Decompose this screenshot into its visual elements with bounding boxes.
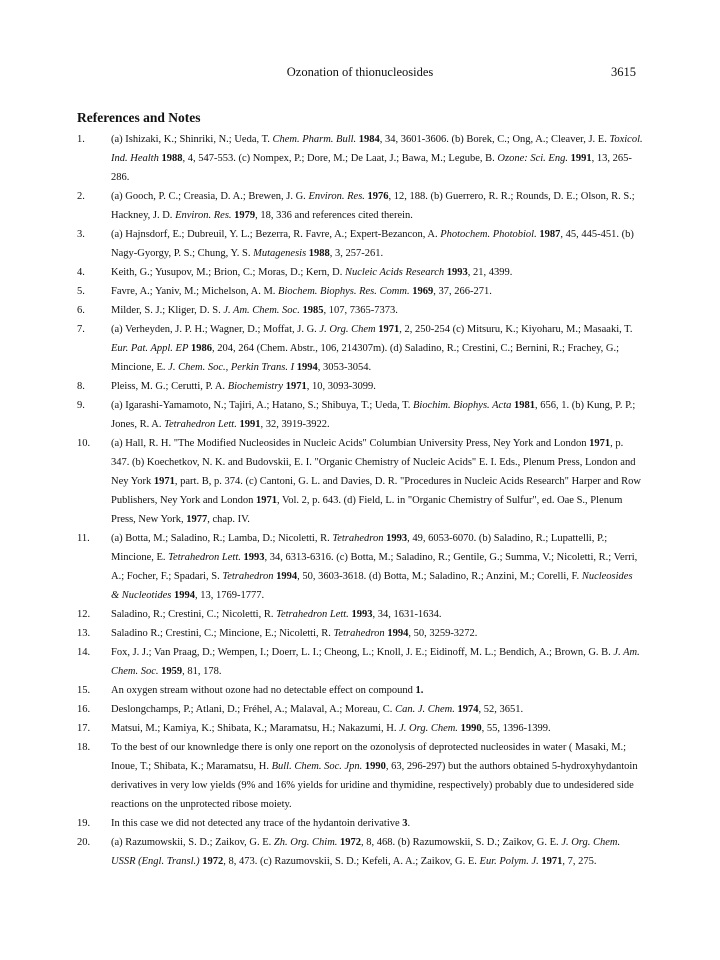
reference-number: 6. <box>77 305 85 316</box>
reference-item <box>77 681 643 700</box>
reference-item <box>77 263 643 282</box>
reference-item <box>77 130 643 187</box>
reference-number: 11. <box>77 533 90 544</box>
reference-number: 12. <box>77 609 91 620</box>
reference-text: Saladino R.; Crestini, C.; Mincione, E.; Nicoletti, R. Tetrahedron 1994, 50, 3259-3272. <box>111 628 478 639</box>
reference-item <box>77 301 643 320</box>
reference-item <box>77 719 643 738</box>
reference-text: Matsui, M.; Kamiya, K.; Shibata, K.; Maramatsu, H.; Nakazumi, H. J. Org. Chem. 1990, 55, 1396-1399. <box>111 723 551 734</box>
reference-item <box>77 434 643 529</box>
reference-number: 1. <box>77 134 85 145</box>
reference-text: (a) Ishizaki, K.; Shinriki, N.; Ueda, T. Chem. Pharm. Bull. 1984, 34, 3601-3606. (b) Borek, C.; Ong, A.; Cleaver, J. E. Toxicol. Ind. Health 1988, 4, 547-553. (c) Nompex, P.; Dore, M.; De Laat, J.; Bawa, M.; Legube, B. Ozone: Sci. Eng. 1991, 13, 265-286. <box>111 134 643 183</box>
reference-item <box>77 643 643 681</box>
reference-number: 20. <box>77 837 91 848</box>
reference-text: (a) Botta, M.; Saladino, R.; Lamba, D.; Nicoletti, R. Tetrahedron 1993, 49, 6053-6070. (b) Saladino, R.; Lupattelli, P.; Mincione, E. Tetrahedron Lett. 1993, 34, 6313-6316. (c) Botta, M.; Saladino, R.; Gentile, G.; Summa, V.; Nicoletti, R.; Verri, A.; Focher, F.; Spadari, S. Tetrahedron 1994, 50, 3603-3618. (d) Botta, M.; Saladino, R.; Anzini, M.; Corelli, F. Nucleosides & Nucleotides 1994, 13, 1769-1777. <box>111 533 638 601</box>
reference-number: 15. <box>77 685 91 696</box>
reference-item <box>77 738 643 814</box>
reference-item <box>77 833 643 871</box>
reference-number: 10. <box>77 438 91 449</box>
reference-number: 5. <box>77 286 85 297</box>
reference-list <box>77 130 643 871</box>
reference-item <box>77 605 643 624</box>
reference-text: To the best of our knownledge there is only one report on the ozonolysis of deprotected nucleosides in water ( Masaki, M.; Inoue, T.; Shibata, K.; Maramatsu, H. Bull. Chem. Soc. Jpn. 1990, 63, 296-297) but the authors obtained 5-hydroxyhydantoin derivatives in very low yields (9% and 16% yields for uridine and thymidine, respectively) probably due to undesidered side reactions on the unprotected ribose moiety. <box>111 742 638 810</box>
reference-text: (a) Razumowskii, S. D.; Zaikov, G. E. Zh. Org. Chim. 1972, 8, 468. (b) Razumowskii, S. D.; Zaikov, G. E. J. Org. Chem. USSR (Engl. Transl.) 1972, 8, 473. (c) Razumovskii, S. D.; Kefeli, A. A.; Zaikov, G. E. Eur. Polym. J. 1971, 7, 275. <box>111 837 621 867</box>
reference-item <box>77 529 643 605</box>
reference-item <box>77 187 643 225</box>
reference-number: 4. <box>77 267 85 278</box>
reference-item <box>77 282 643 301</box>
reference-text: (a) Verheyden, J. P. H.; Wagner, D.; Moffat, J. G. J. Org. Chem 1971, 2, 250-254 (c) Mitsuru, K.; Kiyoharu, M.; Masaaki, T. Eur. Pat. Appl. EP 1986, 204, 264 (Chem. Abstr., 106, 214307m). (d) Saladino, R.; Crestini, C.; Bernini, R.; Frachey, G.; Mincione, E. J. Chem. Soc., Perkin Trans. I 1994, 3053-3054. <box>111 324 633 373</box>
reference-text: Fox, J. J.; Van Praag, D.; Wempen, I.; Doerr, L. I.; Cheong, L.; Knoll, J. E.; Eidinoff, M. L.; Bendich, A.; Brown, G. B. J. Am. Chem. Soc. 1959, 81, 178. <box>111 647 640 677</box>
reference-item <box>77 396 643 434</box>
reference-number: 9. <box>77 400 85 411</box>
reference-number: 19. <box>77 818 91 829</box>
reference-text: Pleiss, M. G.; Cerutti, P. A. Biochemistry 1971, 10, 3093-3099. <box>111 381 376 392</box>
reference-text: (a) Gooch, P. C.; Creasia, D. A.; Brewen, J. G. Environ. Res. 1976, 12, 188. (b) Guerrero, R. R.; Rounds, D. E.; Olson, R. S.; Hackney, J. D. Environ. Res. 1979, 18, 336 and references cited therein. <box>111 191 635 221</box>
reference-text: Favre, A.; Yaniv, M.; Michelson, A. M. Biochem. Biophys. Res. Comm. 1969, 37, 266-271. <box>111 286 492 297</box>
reference-number: 14. <box>77 647 91 658</box>
running-header-title: Ozonation of thionucleosides <box>286 65 434 79</box>
reference-number: 18. <box>77 742 91 753</box>
reference-text: Saladino, R.; Crestini, C.; Nicoletti, R. Tetrahedron Lett. 1993, 34, 1631-1634. <box>111 609 442 620</box>
reference-item <box>77 377 643 396</box>
reference-number: 16. <box>77 704 91 715</box>
reference-number: 8. <box>77 381 85 392</box>
section-heading: References and Notes <box>77 110 201 125</box>
reference-text: In this case we did not detected any trace of the hydantoin derivative 3. <box>111 818 411 829</box>
reference-text: (a) Hall, R. H. "The Modified Nucleosides in Nucleic Acids" Columbian University Press, Ney York and London 1971, p. 347. (b) Koechetkov, N. K. and Budovskii, E. I. "Organic Chemistry of Nucleic Acids" E. I. Eds., Plenum Press, London and Ney York 1971, part. B, p. 374. (c) Cantoni, G. L. and Davies, D. R. "Procedures in Nucleic Acids Research" Harper and Row Publishers, Ney York and London 1971, Vol. 2, p. 643. (d) Field, L. in "Organic Chemistry of Sulfur", ed. Oae S., Plenum Press, New York, 1977, chap. IV. <box>111 438 641 525</box>
reference-item <box>77 700 643 719</box>
reference-item <box>77 814 643 833</box>
reference-item <box>77 320 643 377</box>
page-number: 3615 <box>611 65 636 79</box>
reference-item <box>77 624 643 643</box>
reference-text: An oxygen stream without ozone had no detectable effect on compound 1. <box>111 685 424 696</box>
reference-text: Milder, S. J.; Kliger, D. S. J. Am. Chem. Soc. 1985, 107, 7365-7373. <box>111 305 398 316</box>
reference-number: 17. <box>77 723 91 734</box>
reference-number: 13. <box>77 628 91 639</box>
reference-number: 3. <box>77 229 85 240</box>
reference-item <box>77 225 643 263</box>
reference-text: Keith, G.; Yusupov, M.; Brion, C.; Moras, D.; Kern, D. Nucleic Acids Research 1993, 21, 4399. <box>111 267 513 278</box>
reference-number: 2. <box>77 191 85 202</box>
reference-text: Deslongchamps, P.; Atlani, D.; Fréhel, A.; Malaval, A.; Moreau, C. Can. J. Chem. 1974, 52, 3651. <box>111 704 524 715</box>
reference-text: (a) Igarashi-Yamamoto, N.; Tajiri, A.; Hatano, S.; Shibuya, T.; Ueda, T. Biochim. Biophys. Acta 1981, 656, 1. (b) Kung, P. P.; Jones, R. A. Tetrahedron Lett. 1991, 32, 3919-3922. <box>111 400 636 430</box>
reference-text: (a) Hajnsdorf, E.; Dubreuil, Y. L.; Bezerra, R. Favre, A.; Expert-Bezancon, A. Photochem. Photobiol. 1987, 45, 445-451. (b) Nagy-Gyorgy, P. S.; Chung, Y. S. Mutagenesis 1988, 3, 257-261. <box>111 229 634 259</box>
reference-number: 7. <box>77 324 85 335</box>
